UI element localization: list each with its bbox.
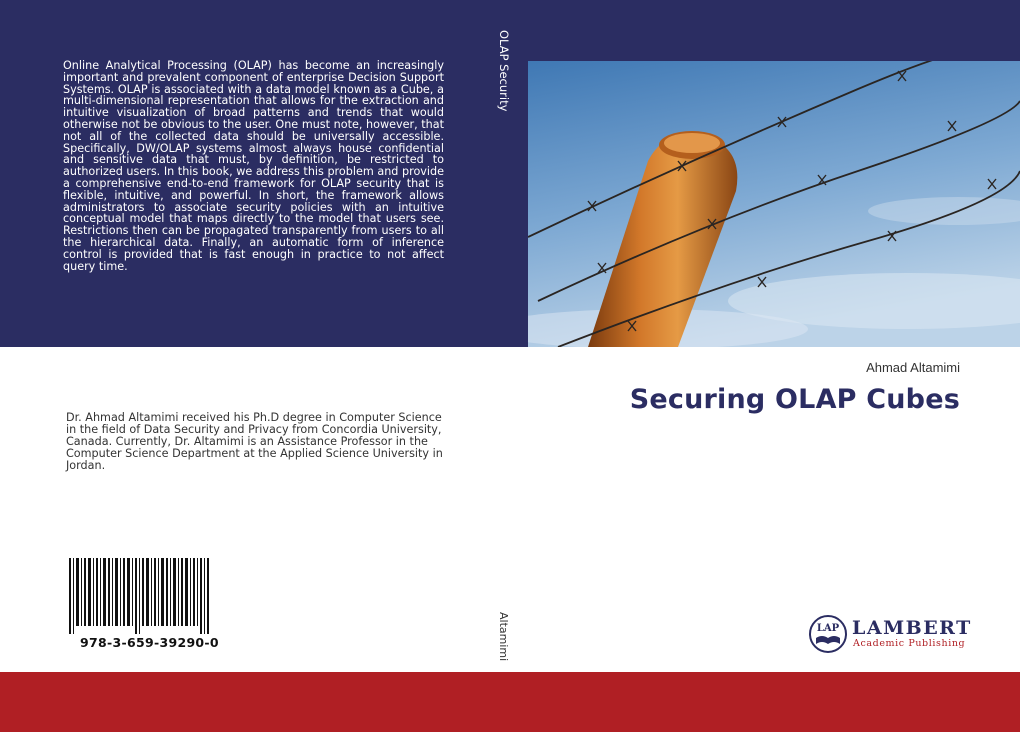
- isbn-barcode: [69, 558, 209, 634]
- publisher-name: LAMBERT: [852, 617, 972, 639]
- spine-title-text: OLAP Security: [497, 30, 511, 112]
- bottom-red-band: [0, 672, 1020, 732]
- book-title: Securing OLAP Cubes: [629, 384, 960, 415]
- spine-author: [497, 612, 521, 672]
- isbn-number: 978-3-659-39290-0: [80, 635, 219, 650]
- book-icon: [808, 614, 848, 654]
- back-cover-blurb: Online Analytical Processing (OLAP) has become an increasingly important and prevalent component of enterprise Decision Support Systems. OLAP is associated with a data model known as a Cube, a multi-dimensional representation that allows for the extraction and intuitive visualization of broad patterns and trends that would otherwise not be obvious to the user. One must note, however, that not all of the collected data should be universally accessible. Specifically, DW/OLAP systems almost always house confidential and sensitive data that must, by definition, be restricted to authorized users. In this book, we address this problem and provide a comprehensive end-to-end framework for OLAP security that is flexible, intuitive, and powerful. In short, the framework allows administrators to associate security policies with an intuitive conceptual model that maps directly to the model that users see. Restrictions then can be propagated transparently from users to all the hierarchical data. Finally, an automatic form of inference control is provided that is fast enough in practice to not affect query time.: [63, 59, 444, 273]
- publisher-tagline: Academic Publishing: [853, 638, 966, 649]
- cover-photo: [528, 61, 1020, 347]
- author-bio: Dr. Ahmad Altamimi received his Ph.D degree in Computer Science in the field of Data Security and Privacy from Concordia University, Canada. Currently, Dr. Altamimi is an Assistance Professor in the Computer Science Department at the Applied Science University in Jordan.: [66, 411, 443, 472]
- publisher-logo: [808, 614, 972, 654]
- barbed-wire-post-photo: [528, 61, 1020, 347]
- front-cover-author: Ahmad Altamimi: [866, 360, 960, 375]
- spine-author-text: Altamimi: [497, 612, 510, 662]
- spine-title: [497, 30, 521, 230]
- publisher-logo-badge: LAP: [816, 623, 840, 634]
